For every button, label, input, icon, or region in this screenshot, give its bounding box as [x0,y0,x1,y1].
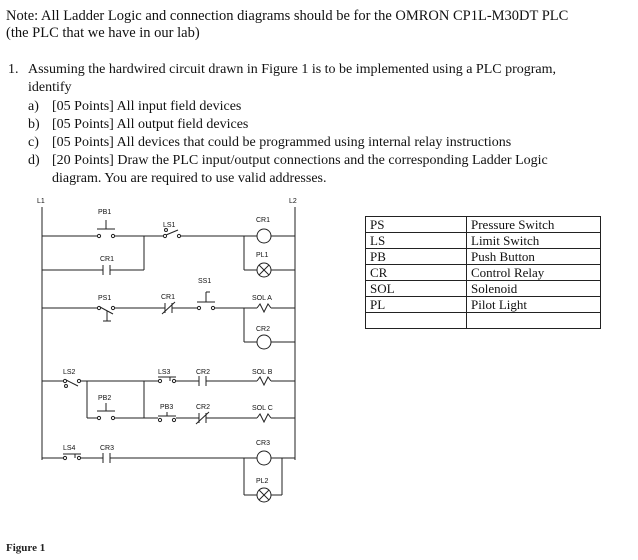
ps1-pressure-switch [97,306,114,321]
legend-meaning: Pilot Light [467,297,601,313]
pb2-label: PB2 [98,395,112,402]
sol-a-label: SOL A [252,295,272,302]
ss1-label: SS1 [198,278,212,285]
ps1-label: PS1 [98,295,112,302]
cr3-contact-a [103,453,110,463]
ls1-limit-switch [163,229,180,238]
legend-abbreviation: CR [366,265,467,281]
figure-caption: Figure 1 [6,542,46,554]
legend-meaning: Limit Switch [467,233,601,249]
legend-row [366,233,601,249]
legend-row [366,265,601,281]
pl1-label: PL1 [256,252,269,259]
legend-meaning: Pressure Switch [467,217,601,233]
sol-c-label: SOL C [252,405,273,412]
item-c-text: [05 Points] All devices that could be programmed using internal relay instructions [52,135,512,150]
item-a-label: a) [28,99,39,114]
sol-b-solenoid [257,377,271,385]
pb3-push-button [158,412,176,422]
legend-abbreviation: PB [366,249,467,265]
ls4-limit-switch [63,454,81,460]
cr2-contact-a [199,376,206,386]
item-b-label: b) [28,117,40,132]
cr2-contact-a-label: CR2 [196,369,211,376]
legend-row [366,281,601,297]
legend-meaning: Push Button [467,249,601,265]
legend-row [366,217,601,233]
legend-abbreviation [366,313,467,329]
cr3-coil [257,451,271,465]
cr1-contact-b-label: CR1 [161,294,176,301]
pl2-label: PL2 [256,478,269,485]
cr3-contact-a-label: CR3 [100,445,115,452]
cr1-contact-a-label: CR1 [100,256,115,263]
ls2-limit-switch [63,379,80,387]
item-a-text: [05 Points] All input field devices [52,99,242,114]
sol-b-label: SOL B [252,369,273,376]
legend-abbreviation: LS [366,233,467,249]
cr2-coil-label: CR2 [256,326,271,333]
pb2-push-button [97,403,115,420]
legend-abbreviation: PL [366,297,467,313]
ls4-label: LS4 [63,445,76,452]
pl2-pilot-light [257,488,271,502]
legend-row [366,313,601,329]
ss1-selector-switch [197,292,215,310]
question-text-line-1: Assuming the hardwired circuit drawn in Figure 1 is to be implemented using a PLC program, [28,62,557,77]
cr3-coil-label: CR3 [256,440,271,447]
question-text-line-2: identify [28,80,72,95]
legend-abbreviation: SOL [366,281,467,297]
ladder-diagram [0,190,360,538]
rail-label-l1: L1 [37,198,45,205]
item-c-label: c) [28,135,39,150]
ls3-limit-switch [158,377,176,383]
pb1-push-button [97,220,115,238]
rail-label-l2: L2 [289,198,297,205]
question-number: 1. [8,62,19,77]
cr2-contact-b-label: CR2 [196,404,211,411]
legend-meaning: Solenoid [467,281,601,297]
sol-a-solenoid [257,304,271,312]
note-line-2: (the PLC that we have in our lab) [6,25,200,41]
cr1-contact-a [103,265,110,275]
item-d-text-line-1: [20 Points] Draw the PLC input/output connections and the corresponding Ladder Logic [52,153,548,168]
abbreviation-legend-table [365,216,601,329]
item-b-text: [05 Points] All output field devices [52,117,249,132]
ls1-label: LS1 [163,222,176,229]
legend-meaning [467,313,601,329]
cr2-coil [257,335,271,349]
ls3-label: LS3 [158,369,171,376]
legend-abbreviation: PS [366,217,467,233]
sol-c-solenoid [257,414,271,422]
pb1-label: PB1 [98,209,112,216]
legend-row [366,297,601,313]
item-d-label: d) [28,153,40,168]
pl1-pilot-light [257,263,271,277]
item-d-text-line-2: diagram. You are required to use valid addresses. [52,171,327,186]
ls2-label: LS2 [63,369,76,376]
note-line-1: Note: All Ladder Logic and connection diagrams should be for the OMRON CP1L-M30DT PLC [6,8,569,24]
cr1-coil-label: CR1 [256,217,271,224]
legend-row [366,249,601,265]
legend-meaning: Control Relay [467,265,601,281]
cr1-coil [257,229,271,243]
pb3-label: PB3 [160,404,174,411]
